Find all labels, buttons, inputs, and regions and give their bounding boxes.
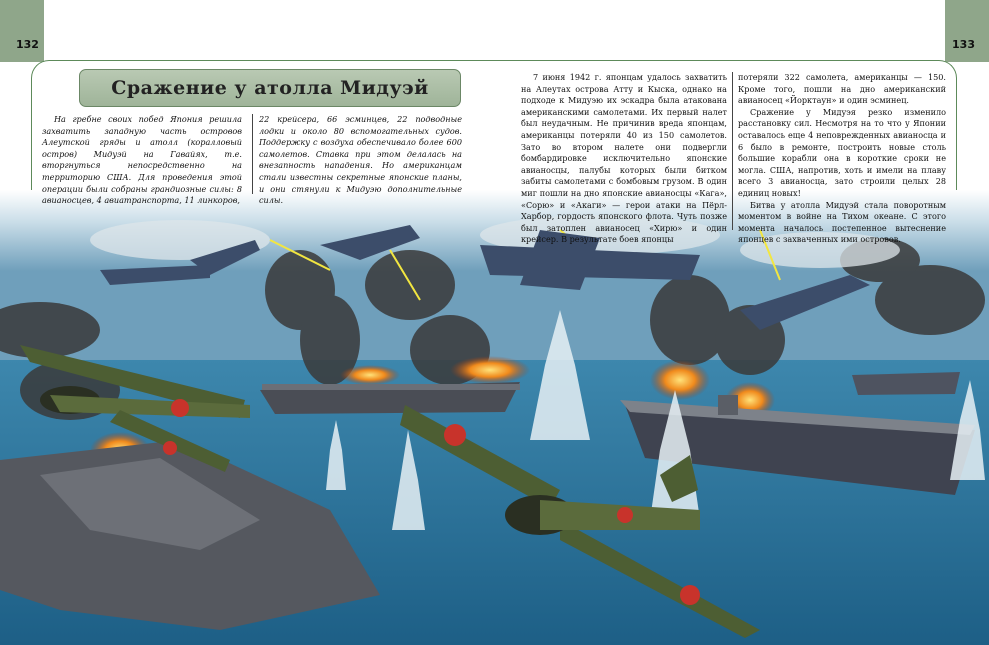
title-banner	[79, 69, 461, 107]
left-page-number: 132	[16, 38, 39, 51]
right-page-number: 133	[952, 38, 975, 51]
paragraph: На гребне своих побед Япония решила захватить западную часть островов Алеутской гряды и атолл (коралловый остров) Мидуэй на Гавайях, т.е. вторгнуться непосредственно на территорию США. Для проведения этой операции были собраны грандиозные силы: 8 авианосцев, 4 авиатранспорта, 11 линкоров,	[42, 114, 242, 206]
paragraph: потеряли 322 самолета, американцы — 150. Кроме того, пошли на дно американский авианосец «Йорктаун» и один эсминец.	[738, 72, 946, 106]
column-divider	[732, 72, 733, 230]
page-title: Сражение у атолла Мидуэй	[111, 77, 429, 99]
carrier-center	[260, 382, 520, 414]
paragraph: 7 июня 1942 г. японцам удалось захватить на Алеутах острова Атту и Кыска, однако на подходе к Мидуэю их эскадра была атакована американскими самолетами. Их первый налет был неудачным. Не причинив вреда японцам, американцы потеряли 40 из 150 самолетов. Зато во втором налете они подвергли бомбардировке исключительно японские авианосцы, палубы которых были битком забиты самолетами с бомбовым грузом. В один миг пошли на дно японские авианосцы «Кага», «Сорю» и «Акаги» — герои атаки на Пёрл-Харбор, гордость японского флота. Чуть позже был затоплен авианосец «Хирю» и один крейсер. В результате боев японцы	[521, 72, 727, 245]
battle-illustration	[0, 190, 989, 645]
paragraph: 22 крейсера, 66 эсминцев, 22 подводные лодки и около 80 вспомогательных судов. Поддержку с воздуха обеспечивало более 600 самолетов. Ставка при этом делалась на внезапность нападения. Но американцам стали известны секретные японские планы, и они стянули к Мидуэю дополнительные силы.	[259, 114, 462, 206]
text-column-3	[521, 72, 727, 246]
paragraph: Сражение у Мидуэя резко изменило расстановку сил. Несмотря на то что у Японии оставалось еще 4 неповрежденных авианосца и 6 было в ремонте, построить новые столь большие корабли она в короткие сроки не могла. США, напротив, хоть и имели на плаву всего 3 авианосца, зато строили целых 28 единиц новых!	[738, 106, 946, 198]
paragraph: Битва у атолла Мидуэй стала поворотным моментом в войне на Тихом океане. С этого момента началось постепенное вытеснение японцев с захваченных ими островов.	[738, 199, 946, 245]
text-column-2	[259, 114, 462, 207]
left-page-tab	[0, 0, 44, 62]
text-column-4	[738, 72, 946, 246]
right-page-tab	[945, 0, 989, 62]
carrier-far-right	[852, 372, 960, 395]
column-divider	[252, 114, 253, 194]
text-column-1	[42, 114, 242, 207]
